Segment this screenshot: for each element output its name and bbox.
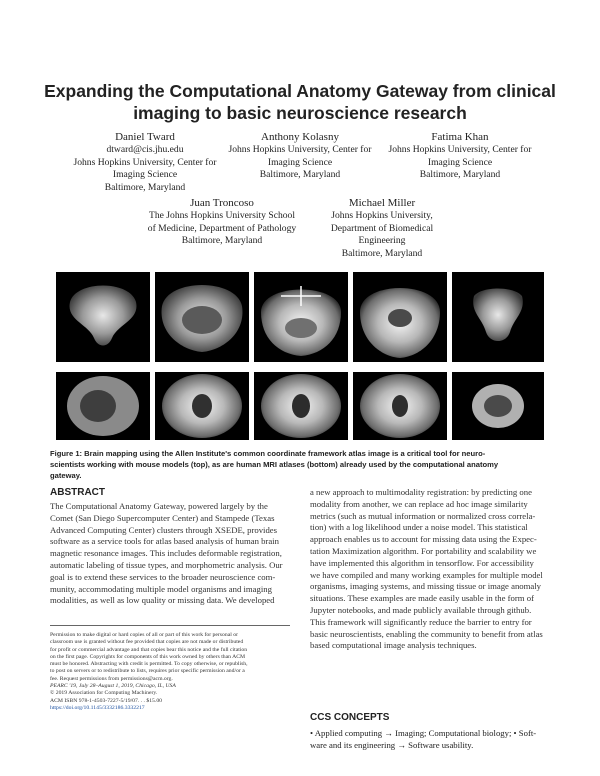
author-affiliation: Department of Biomedical [330,222,434,234]
author-affiliation: Imaging Science [112,169,178,181]
title-line-2: imaging to basic neuroscience research [133,103,467,123]
abstract-body [50,501,290,607]
author-kolasny [215,130,385,182]
abstract-line: automatic labeling of tissue types, and morphometric analysis. Our [50,559,283,570]
author-tward [60,130,230,194]
author-name: Michael Miller [348,197,416,209]
right-column-body [310,487,550,652]
author-khan [375,130,545,182]
caption-line: Figure 1: Brain mapping using the Allen Institute's common coordinate framework atlas image is a critical tool for neuro- [50,449,486,458]
abstract-line: The Computational Anatomy Gateway, powered largely by the [50,501,268,511]
author-name: Juan Troncoso [190,197,254,209]
abstract-line: goal is to extend these services to the broader neuroscience com- [50,571,276,582]
body-line: have implemented this algorithm in tensorflow. For accessibility [310,557,534,568]
author-location: Baltimore, Maryland [341,247,423,259]
author-affiliation: Johns Hopkins University, Center for [228,144,372,155]
footnote-line: to post on servers or to redistribute to lists, requires prior specific permission and/or a [50,668,245,675]
author-miller [297,196,467,260]
caption-line: scientists working with mouse models (top), as are human MRI atlases (bottom) already used by the computational anatomy [50,460,499,469]
author-affiliation: The Johns Hopkins University School [148,210,296,221]
author-affiliation: Engineering [358,235,406,247]
footnote-line: © 2019 Association for Computing Machinery. [50,690,158,697]
body-line: we have compiled and many working examples for multiple model [310,569,543,580]
author-troncoso [137,196,307,248]
title-line-1: Expanding the Computational Anatomy Gateway from clinical [44,81,556,101]
footnote-line: ACM ISBN 978-1-4503-7227-5/19/07. . . $15.00 [50,697,163,704]
abstract-line: Comet (San Diego Supercomputer Center) and Stampede (Texas [50,512,275,523]
abstract-line: Advanced Computing Center) clusters through XSEDE, provides [50,524,278,535]
body-line: organisms, imaging systems, and missing tissue or image anomaly [310,581,542,592]
human-brain-1-detail [80,390,116,422]
figure-caption [50,448,550,481]
ccs-concepts [310,728,550,752]
ccs-line: ware and its engineering → Software usability. [310,739,474,750]
copyright-footnote [50,632,290,712]
mouse-atlas-row [56,272,544,362]
human-brain-2-ventricle [192,394,212,418]
human-brain-4-ventricle [392,395,408,417]
body-line: tation Maximization algorithm. For portability and scalability we [310,545,537,556]
paper-title [40,80,560,124]
footnote-line: on the first page. Copyrights for components of this work owned by others than ACM [50,653,246,660]
abstract-line: munity, accommodating multiple model organisms and imaging [50,583,272,594]
author-name: Anthony Kolasny [261,131,339,143]
author-email: dtward@cis.jhu.edu [106,144,184,155]
footnote-line: Permission to make digital or hard copies of all or part of this work for personal or [50,632,238,638]
figure-brain-mapping [56,272,544,440]
caption-line: gateway. [50,471,82,480]
doi-link[interactable]: https://doi.org/10.1145/3332186.3332217 [50,704,145,711]
abstract-heading: ABSTRACT [50,487,105,498]
author-location: Baltimore, Maryland [419,169,501,181]
body-line: This framework will significantly reduce the barrier to entry for [310,616,532,627]
body-line: tion) with a log likelihood under a noise model. This statistical [310,522,528,533]
mouse-brain-4-core [388,309,412,327]
author-affiliation: Johns Hopkins University, [331,210,433,221]
ccs-heading: CCS CONCEPTS [310,712,390,723]
body-line: situations. These examples are made easily usable in the form of [310,593,534,604]
mouse-brain-3-ventricle [285,318,317,338]
mouse-brain-2-core [182,306,222,334]
author-location: Baltimore, Maryland [104,181,186,193]
human-brain-3-ventricle [292,394,310,418]
body-line: approach enables us to account for missing data using the Expec- [310,534,537,545]
footnote-divider [50,625,290,626]
abstract-line: magnetic resonance images. This includes deformable registration, [50,548,282,559]
author-affiliation: Johns Hopkins University, Center for [388,144,532,155]
author-affiliation: Imaging Science [427,156,493,168]
body-line: basic neuroscientists, enabling the community to benefit from atlas [310,628,543,639]
author-name: Daniel Tward [115,131,175,143]
abstract-line: software as a service tools for atlas based analysis of human brain [50,536,279,547]
body-line: metrics (such as mutual information or normalized cross correla- [310,510,536,521]
footnote-line: for profit or commercial advantage and that copies bear this notice and the full citation [50,646,248,653]
author-name: Fatima Khan [431,131,489,143]
footnote-conference: PEARC '19, July 28–August 1, 2019, Chicago, IL, USA [50,683,176,690]
author-affiliation: Imaging Science [267,156,333,168]
author-affiliation: Johns Hopkins University, Center for [73,156,217,168]
footnote-line: classroom use is granted without fee provided that copies are not made or distributed [50,639,244,646]
body-line: modality from another, we can replace ad hoc image similarity [310,498,528,509]
abstract-line: modalities, as well as low quality or missing data. We developed [50,595,275,606]
body-line: a new approach to multimodality registration: by predicting one [310,487,532,497]
footnote-line: fee. Request permissions from permissions@acm.org. [50,675,173,682]
author-location: Baltimore, Maryland [181,235,263,247]
body-line: Jupyter notebooks, and made publicly available through github. [310,604,532,615]
footnote-line: must be honored. Abstracting with credit is permitted. To copy otherwise, or republish, [50,661,248,668]
human-brain-5-core [484,395,512,417]
body-line: based computational image analysis techniques. [310,640,477,651]
author-location: Baltimore, Maryland [259,169,341,181]
author-affiliation: of Medicine, Department of Pathology [147,222,297,234]
human-mri-row [56,372,544,440]
ccs-line: • Applied computing → Imaging; Computational biology; • Soft- [310,728,537,738]
